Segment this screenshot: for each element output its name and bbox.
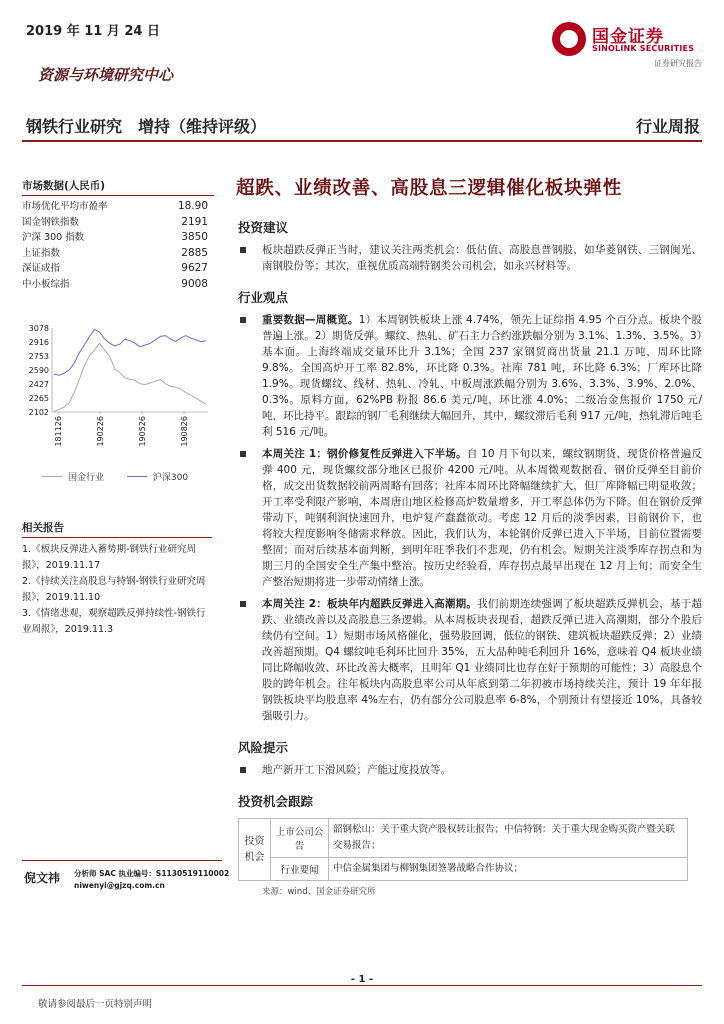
y-tick-label: 2427: [28, 380, 49, 390]
header-divider: [22, 140, 702, 142]
advice-paragraph: 板块超跌反弹正当时，建议关注两类机会：低估值、高股息普钢股，如华菱钢铁、三钢闽光、南钢股份等；其次，重视优质高端特钢类公司机会，如永兴材料等。: [238, 242, 702, 274]
market-data-title: 市场数据(人民币): [22, 178, 214, 196]
analyst-block: [22, 860, 230, 890]
market-row: [22, 246, 214, 262]
table-subcategory: 行业要闻: [271, 858, 329, 881]
table-subcategory: 上市公司公告: [271, 819, 329, 858]
market-row: [22, 277, 214, 293]
y-tick-label: 3078: [28, 324, 49, 333]
main-content: [238, 174, 702, 897]
market-row: [22, 215, 214, 231]
table-row: [239, 819, 688, 858]
x-tick-label: 190526: [138, 416, 147, 447]
x-tick-label: 190826: [180, 416, 189, 447]
market-value: 9627: [181, 262, 208, 274]
legend-item-industry: 国金行业: [42, 470, 104, 483]
market-row: [22, 230, 214, 246]
related-item[interactable]: 3.《情绪悲观，观察超跌反弹持续性-钢铁行业周报》，2019.11.3: [22, 608, 206, 635]
view-paragraph-1: 重要数据—周概览。1）本周钢铁板块上涨 4.74%，领先上证综指 4.95 个百分点。板块个股普遍上涨。2）期货反弹。螺纹、热轧、矿石主力合约涨跌幅分别为 3.1%、1.3%、3.5%。3）基本面。上海终端成交量环比升 3.1%；全国 237 家钢贸商出货量 21.1 万吨，周环比降 9.8%。全国高炉开工率 82.8%，环比降 0.3%。社库 781 吨，环比降 6.3%；厂库环比降 1.9%。现货螺纹、线材、热轧、冷轧、中板周涨跌幅分别为 3.6%、3.3%、3.9%、2.0%、0.3%。原料方面，62%PB 粉报 86.6 美元/吨，环比涨 4.0%；二级冶金焦报价 1750 元/吨，环比持平。跟踪的钢厂毛利继续大幅回升，其中，螺纹滞后毛利 917 元/吨，热轧滞后吨毛利 516 元/吨。: [238, 312, 702, 440]
brand-logo: [552, 20, 702, 60]
section-title-advice: 投资建议: [238, 220, 289, 235]
source-note: 来源：wind、国金证券研究所: [262, 887, 376, 897]
series-line-hs300: [54, 330, 206, 376]
table-row: [239, 858, 688, 881]
x-tick-label: 181126: [54, 416, 63, 447]
market-label: 市场优化平均市盈率: [22, 201, 108, 212]
market-row: [22, 261, 214, 277]
analyst-cert: 分析师 SAC 执业编号：S1130519110002: [74, 869, 230, 878]
brand-en: SINOLINK SECURITIES: [592, 44, 695, 53]
related-reports: [22, 520, 212, 638]
y-tick-label: 2102: [28, 408, 49, 417]
table-content: 韶钢松山：关于重大资产股权转让报告；中信特钢：关于重大现金购买资产暨关联交易报告；: [329, 819, 688, 858]
market-row: [22, 199, 214, 215]
index-chart: [22, 322, 212, 450]
report-type: 行业周报: [635, 117, 700, 136]
page-number: - 1 -: [350, 974, 374, 985]
market-label: 沪深 300 指数: [22, 232, 85, 243]
y-tick-label: 2916: [28, 337, 49, 347]
related-item[interactable]: 2.《持续关注高股息与特钢-钢铁行业研究周报》，2019.11.10: [22, 576, 206, 603]
y-tick-label: 2265: [28, 393, 49, 403]
view-paragraph-2: 本周关注 1：钢价修复性反弹进入下半场。自 10 月下旬以来，螺纹钢期货、现货价格普遍反弹 400 元，现货螺纹部分地区已报价 4200 元/吨。从本周微观数据看，钢价反弹至目前价格，成交出货数据较前两周略有回落；社库本周环比降幅继续扩大，但厂库降幅已明显收敛；开工率受利限产影响，本周唐山地区检修高炉数量增多，开工率总体仍为下降。但在钢价反弹带动下，吨钢利润快速回升，电炉复产蠢蠢欲动。考虑 12 月后的淡季因素，目前钢价下，也将较大程度影响冬储需求释放。因此，我们认为，本轮钢价反弹已进入下半场，目前位置需要整固；而对后续基本面判断，到明年旺季我们不悲观，仍有机会。短期关注淡季库存拐点和为期三月的全国安全生产集中整治。按历史经验看，库存拐点最早出现在 12 月上旬；而安全生产整治短期将进一步带动情绪上涨。: [238, 446, 702, 590]
x-tick-label: 190226: [96, 416, 105, 447]
market-value: 9008: [181, 277, 208, 290]
market-data-panel: [22, 178, 214, 292]
related-item[interactable]: 1.《板块反弹进入蓄势期-钢铁行业研究周报》，2019.11.17: [22, 544, 196, 571]
related-title: 相关报告: [22, 520, 212, 538]
footer-disclaimer: 敬请参阅最后一页特别声明: [38, 999, 153, 1010]
market-label: 中小板综指: [22, 278, 70, 290]
opportunity-table: [238, 818, 688, 881]
market-label: 国金钢铁指数: [22, 216, 80, 228]
market-value: 18.90: [177, 200, 208, 212]
view-paragraph-3: 本周关注 2：板块年内超跌反弹进入高潮期。我们前期连续强调了板块超跌反弹机会，基于超跌、业绩改善以及高股息三条逻辑。从本周板块表现看，超跌反弹已进入高潮期，部分个股后续仍有空间。1）短期市场风格催化，强势股回调，低位的钢铁、建筑板块超跌反弹；2）业绩改善超预期。Q4 螺纹吨毛利环比回升 35%，五大品种吨毛利回升 16%，意味着 Q4 板块业绩同比降幅收敛、环比改善大概率，且明年 Q1 业绩同比也存在好于预期的可能性；3）高股息个股的跨年机会。往年板块内高股息率公司从年底到第二年初被市场持续关注，预计 19 年年报钢铁板块平均股息率 4%左右，仍有部分公司股息率 6-8%，个别预计有望接近 10%，具备较强吸引力。: [238, 596, 702, 724]
legend-item-hs300: 沪深300: [127, 470, 188, 483]
market-label: 深证成指: [22, 263, 61, 274]
section-title-views: 行业观点: [238, 290, 289, 305]
section-title-tracking: 投资机会跟踪: [238, 794, 314, 809]
footer-divider: [22, 985, 702, 986]
logo-mark-icon: [552, 22, 586, 56]
table-content: 中信金属集团与柳钢集团签署战略合作协议；: [329, 858, 688, 881]
section-title-risk: 风险提示: [238, 740, 289, 755]
analyst-name: 倪文祎: [24, 871, 61, 885]
market-label: 上证指数: [22, 247, 61, 259]
brand-cn: 国金证券: [592, 27, 664, 47]
market-value: 3850: [181, 231, 208, 243]
y-tick-label: 2590: [28, 366, 49, 375]
market-value: 2885: [181, 246, 208, 259]
analyst-email[interactable]: niwenyi@gjzq.com.cn: [74, 881, 165, 890]
y-tick-label: 2753: [28, 351, 49, 361]
series-line-industry: [54, 343, 206, 411]
report-date: 2019 年 11 月 24 日: [26, 24, 160, 39]
headline: 超跌、业绩改善、高股息三逻辑催化板块弹性: [236, 178, 623, 199]
research-center: 资源与环境研究中心: [38, 66, 174, 84]
report-kind: 证券研究报告: [654, 59, 702, 68]
risk-paragraph: 地产新开工下滑风险；产能过度投放等。: [238, 762, 702, 778]
table-category: 投资机会: [239, 819, 271, 881]
chart-legend: [42, 470, 212, 483]
industry-rating: 钢铁行业研究 增持（维持评级）: [26, 117, 267, 136]
market-value: 2191: [181, 215, 208, 228]
